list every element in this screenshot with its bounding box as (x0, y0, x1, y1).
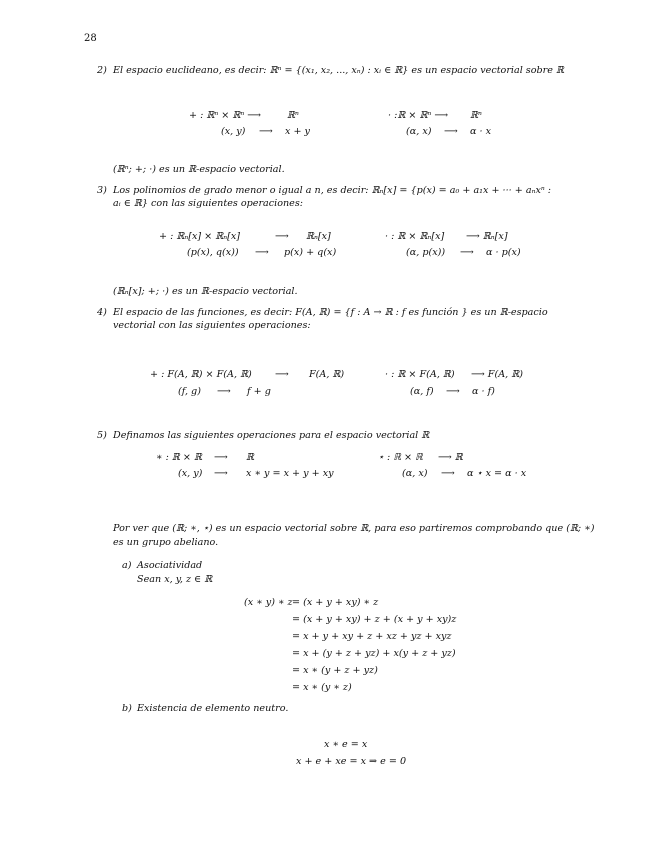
item-4-text1: El espacio de las funciones, es decir: F(A, ℝ) = {f : A → ℝ : f es función } es un ℝ-espacio (113, 307, 548, 318)
sub-a-step: = (x + y + xy) + z + (x + y + xy)z (292, 614, 457, 625)
sub-a-step: = x ∗ (y + z + yz) (292, 665, 378, 676)
sub-b-equation-2: x + e + xe = x ⇒ e = 0 (296, 756, 407, 767)
item-2-text: El espacio euclideano, es decir: ℝⁿ = {(x₁, x₂, ..., xₙ) : xᵢ ∈ ℝ} es un espacio vectorial sobre ℝ (113, 65, 564, 76)
item-4-op2-line2b: ⟶ (446, 386, 460, 397)
item-2-op1-line2b: ⟶ (259, 126, 273, 137)
item-2-op2-line2a: (α, x) (406, 126, 432, 137)
item-2-label: 2) (97, 65, 107, 76)
item-2-conclusion: (ℝⁿ; +; ·) es un ℝ-espacio vectorial. (113, 164, 285, 175)
sub-a-lhs: (x ∗ y) ∗ z (244, 597, 293, 608)
item-5-op2-line1a: ⋆ : ℝ × ℝ (378, 452, 423, 463)
item-5-paragraph-line1: Por ver que (ℝ; ∗, ⋆) es un espacio vectorial sobre ℝ, para eso partiremos comprobando que (ℝ; ∗) (113, 523, 595, 534)
item-4-op2-line1b: ⟶ F(A, ℝ) (471, 369, 523, 380)
item-4-op1-line2a: (f, g) (178, 386, 201, 397)
item-5-op2-line2a: (α, x) (402, 468, 428, 479)
item-4-op1-line2c: f + g (247, 386, 271, 397)
item-2-op2-line2c: α · x (470, 126, 492, 137)
item-3-op2-line1a: · : ℝ × ℝₙ[x] (385, 231, 445, 242)
item-4-text2: vectorial con las siguientes operaciones: (113, 320, 311, 331)
item-2-op2-line1b: ℝⁿ (470, 110, 482, 121)
item-4-op1-line2b: ⟶ (217, 386, 231, 397)
item-2-op1-line2c: x + y (285, 126, 310, 137)
sub-a-sean: Sean x, y, z ∈ ℝ (137, 574, 213, 585)
item-4-op2-line2c: α · f) (472, 386, 495, 397)
item-3-op2-line2a: (α, p(x)) (406, 247, 446, 258)
item-5-op1-line2b: ⟶ (214, 468, 228, 479)
item-3-op1-line1a: + : ℝₙ[x] × ℝₙ[x] (159, 231, 241, 242)
sub-b-title: Existencia de elemento neutro. (137, 703, 289, 714)
item-2-op2-line2b: ⟶ (444, 126, 458, 137)
item-5-paragraph-line2: es un grupo abeliano. (113, 537, 219, 548)
item-5-op1-line1b: ⟶ (214, 452, 228, 463)
item-5-op1-line2c: x ∗ y = x + y + xy (246, 468, 334, 479)
item-3-op2-line1b: ⟶ ℝₙ[x] (466, 231, 508, 242)
item-4-op1-line1c: F(A, ℝ) (309, 369, 345, 380)
item-3-op1-line2a: (p(x), q(x)) (187, 247, 239, 258)
page-number: 28 (84, 33, 97, 44)
item-3-op2-line2c: α · p(x) (486, 247, 521, 258)
item-3-op1-line1b: ⟶ (275, 231, 289, 242)
sub-a-step: = x + y + xy + z + xz + yz + xyz (292, 631, 452, 642)
item-4-op1-line1a: + : F(A, ℝ) × F(A, ℝ) (150, 369, 252, 380)
item-5-op2-line2b: ⟶ (441, 468, 455, 479)
item-5-text: Definamos las siguientes operaciones para el espacio vectorial ℝ (113, 430, 430, 441)
item-5-op1-line1a: ∗ : ℝ × ℝ (156, 452, 202, 463)
item-4-label: 4) (97, 307, 107, 318)
sub-b-label: b) (122, 703, 132, 714)
item-3-text2: aᵢ ∈ ℝ} con las siguientes operaciones: (113, 198, 303, 209)
sub-a-step: = x ∗ (y ∗ z) (292, 682, 352, 693)
item-4-op2-line2a: (α, f) (410, 386, 434, 397)
item-3-op1-line1c: ℝₙ[x] (306, 231, 331, 242)
item-4-op2-line1a: · : ℝ × F(A, ℝ) (385, 369, 455, 380)
item-5-op1-line1c: ℝ (246, 452, 254, 463)
item-3-op2-line2b: ⟶ (460, 247, 474, 258)
item-3-op1-line2b: ⟶ (255, 247, 269, 258)
sub-a-label: a) (122, 560, 132, 571)
sub-a-title: Asociatividad (137, 560, 203, 571)
item-5-label: 5) (97, 430, 107, 441)
item-5-op2-line2c: α ⋆ x = α · x (467, 468, 527, 479)
sub-b-equation-1: x ∗ e = x (324, 739, 368, 750)
item-2-op2-line1a: · :ℝ × ℝⁿ ⟶ (388, 110, 449, 121)
item-3-op1-line2c: p(x) + q(x) (284, 247, 337, 258)
sub-a-step: = (x + y + xy) ∗ z (292, 597, 379, 608)
sub-a-step: = x + (y + z + yz) + x(y + z + yz) (292, 648, 456, 659)
item-3-text1: Los polinomios de grado menor o igual a n, es decir: ℝₙ[x] = {p(x) = a₀ + a₁x + ··· + aₙxⁿ : (113, 185, 552, 196)
item-3-label: 3) (97, 185, 107, 196)
item-2-op1-line2a: (x, y) (221, 126, 246, 137)
item-3-conclusion: (ℝₙ[x]; +; ·) es un ℝ-espacio vectorial. (113, 286, 298, 297)
item-2-op1-line1b: ℝⁿ (287, 110, 299, 121)
item-5-op2-line1b: ⟶ ℝ (438, 452, 463, 463)
item-2-op1-line1a: + : ℝⁿ × ℝⁿ ⟶ (189, 110, 262, 121)
item-5-op1-line2a: (x, y) (178, 468, 203, 479)
item-4-op1-line1b: ⟶ (275, 369, 289, 380)
